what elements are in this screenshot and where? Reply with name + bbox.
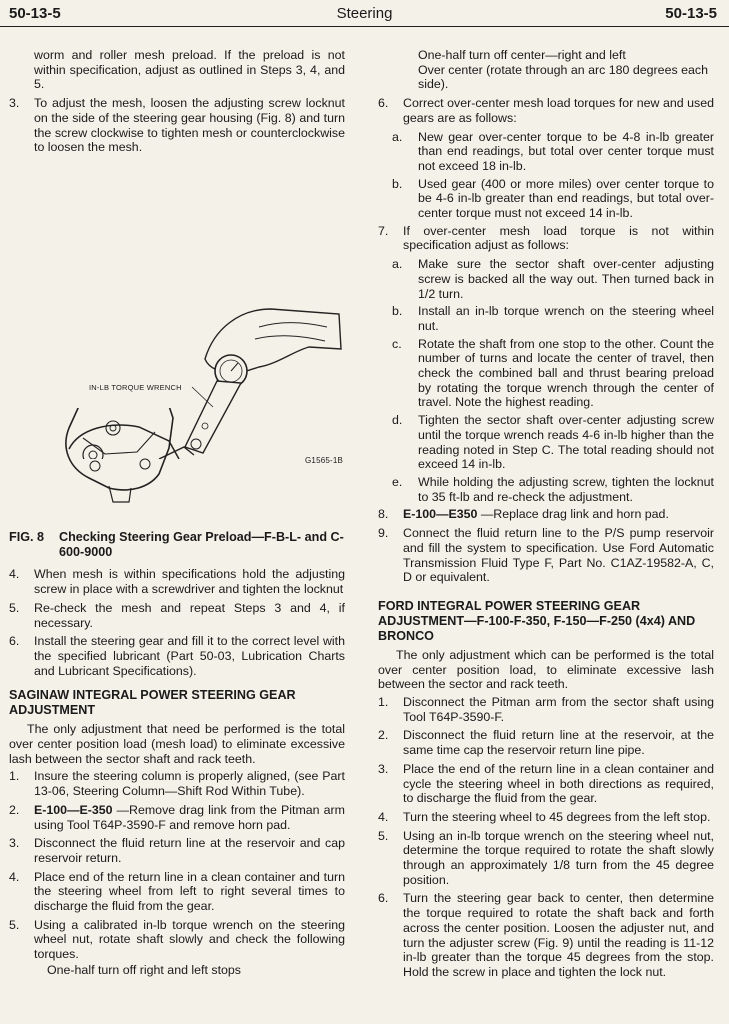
- item-text: To adjust the mesh, loosen the adjusting screw locknut on the side of the steering gear housing (Fig. 8) and turn the screw clockwise to tighten mesh or counterclockwise to loosen the mesh.: [34, 96, 345, 155]
- item-text: Place end of the return line in a clean container and turn the steering wheel from left to right several times to discharge the fluid from the gear.: [34, 869, 345, 914]
- ford-heading: FORD INTEGRAL POWER STEERING GEAR ADJUSTMENT—F-100-F-350, F-150—F-250 (4x4) AND BRONCO: [378, 598, 696, 643]
- list-item: [378, 526, 714, 585]
- item-number: 5.: [9, 600, 20, 615]
- item-text: Re-check the mesh and repeat Steps 3 and 4, if necessary.: [34, 600, 345, 630]
- list-item: [9, 870, 345, 914]
- sub-item-letter: b.: [392, 176, 403, 191]
- item-number: 6.: [378, 891, 389, 906]
- right-column: [378, 48, 714, 984]
- item-number: 6.: [9, 634, 20, 649]
- item-number: 5.: [9, 917, 20, 932]
- item-text: Disconnect the Pitman arm from the sector shaft using Tool T64P-3590-F.: [403, 695, 714, 724]
- item-number: 4.: [378, 809, 389, 824]
- item-text: Disconnect the fluid return line at the reservoir, at the same time cap the reservoir return line pipe.: [403, 728, 714, 758]
- model-range: E-100—E-350: [34, 802, 113, 817]
- item-number: 1.: [9, 769, 20, 784]
- sub-item-text: Tighten the sector shaft over-center adjusting screw until the torque wrench reads 4-6 in-lb higher than the reading noted in Step C. The total reading should not exceed 14 in-lb.: [418, 413, 714, 472]
- saginaw-heading: SAGINAW INTEGRAL POWER STEERING GEAR ADJUSTMENT: [9, 688, 296, 718]
- item-number: 3.: [9, 96, 20, 111]
- saginaw-intro: The only adjustment that need be performed is the total over center position load (mesh load) to eliminate excessive lash between the sector shaft and rack teeth.: [9, 722, 345, 766]
- item-text: [403, 507, 714, 522]
- sub-item-letter: b.: [392, 304, 403, 319]
- item-number: 5.: [378, 828, 389, 843]
- sub-item: [378, 130, 714, 174]
- sub-item-letter: a.: [392, 257, 403, 272]
- list-item: [378, 728, 714, 757]
- page-number-left: 50-13-5: [9, 5, 61, 22]
- list-item: [378, 96, 714, 125]
- item-number: 4.: [9, 869, 20, 884]
- list-item: [378, 695, 714, 724]
- left-column: [9, 48, 345, 459]
- list-item: [378, 891, 714, 979]
- item-number: 4.: [9, 567, 20, 582]
- item-text: Using an in-lb torque wrench on the steering wheel nut, determine the torque required to rotate the shaft slowly through an approximately 1/8 turn from the 45 degree position.: [403, 828, 714, 887]
- list-item: [378, 224, 714, 253]
- callout-label: IN-LB TORQUE WRENCH: [89, 382, 182, 392]
- page-number-right: 50-13-5: [665, 5, 717, 22]
- figure-caption: [9, 530, 345, 559]
- left-column-lower: [9, 408, 345, 978]
- item-text: Disconnect the fluid return line at the reservoir and cap reservoir return.: [34, 836, 345, 865]
- item-number: 9.: [378, 526, 389, 541]
- sub-item-letter: c.: [392, 336, 402, 351]
- sub-item-text: Used gear (400 or more miles) over center torque to be 4-6 in-lb greater than end readings, but total over-center torque must not exceed 14 in-lb.: [418, 176, 714, 221]
- item-number: 3.: [378, 761, 389, 776]
- item-text: Turn the steering gear back to center, then determine the torque required to rotate the shaft back and forth across the center position. Loosen the adjuster nut, and turn the adjuster screw (Fig. 9) until the reading is 11-12 in-lb greater than the torque 45 degrees from the stop. Hold the screw in place and tighten the lock nut.: [403, 891, 714, 979]
- ford-intro: The only adjustment which can be performed is the total over center position load, to eliminate excessive lash between the sector and rack teeth.: [378, 647, 714, 692]
- item-text: Using a calibrated in-lb torque wrench on the steering wheel nut, rotate shaft slowly and check the following torques.: [34, 917, 345, 962]
- torque-check-line: Over center (rotate through an arc 180 degrees each side).: [418, 62, 708, 92]
- item-text: Turn the steering wheel to 45 degrees from the left stop.: [403, 809, 711, 824]
- sub-item-text: Rotate the shaft from one stop to the other. Count the number of turns and locate the center of travel, then check the combined ball and thrust bearing preload by rotating the torque wrench through the center of travel. Note the highest reading.: [418, 336, 714, 410]
- sub-item: [378, 337, 714, 411]
- list-item: [9, 96, 345, 155]
- continued-text: worm and roller mesh preload. If the preload is not within specification, adjust as outlined in Steps 3, 4, and 5.: [34, 48, 345, 92]
- item-number: 8.: [378, 507, 389, 522]
- page-header: [0, 0, 729, 27]
- list-item: [9, 769, 345, 798]
- figure-caption-text: Checking Steering Gear Preload—F-B-L- and C-600-9000: [59, 530, 344, 559]
- torque-check-line: One-half turn off center—right and left: [418, 48, 626, 62]
- torque-check-line: One-half turn off right and left stops: [47, 962, 242, 977]
- item-number: 2.: [378, 728, 389, 743]
- list-item: [378, 762, 714, 806]
- sub-item-letter: d.: [392, 413, 403, 428]
- item-text: If over-center mesh load torque is not within specification adjust as follows:: [403, 223, 714, 253]
- list-item: [9, 918, 345, 962]
- item-text: Place the end of the return line in a clean container and cycle the steering wheel in both directions as required, to discharge the fluid from the gear.: [403, 761, 714, 806]
- list-item: [9, 634, 345, 678]
- item-number: 1.: [378, 695, 389, 710]
- item-text: Insure the steering column is properly aligned, (see Part 13-06, Steering Column—Shift Rod Within Tube).: [34, 769, 345, 799]
- list-item: [378, 829, 714, 888]
- sub-item-text: While holding the adjusting screw, tighten the locknut to 35 ft-lb and re-check the adjustment.: [418, 474, 714, 504]
- sub-item: [378, 177, 714, 221]
- item-text-rest: —Remove drag link from the Pitman arm using Tool T64P-3590-F and remove horn pad.: [34, 802, 345, 832]
- sub-item: [378, 304, 714, 333]
- item-number: 2.: [9, 802, 20, 817]
- sub-item-text: Install an in-lb torque wrench on the steering wheel nut.: [418, 304, 714, 333]
- sub-item-text: New gear over-center torque to be 4-8 in-lb greater than end readings, but total over center torque must not exceed 18 in-lb.: [418, 129, 714, 173]
- sub-item: [378, 257, 714, 301]
- steering-gear-housing-drawing: [9, 408, 345, 516]
- list-item: [9, 836, 345, 865]
- sub-item-letter: a.: [392, 129, 403, 144]
- sub-item: [378, 475, 714, 504]
- item-text-rest: —Replace drag link and horn pad.: [477, 507, 669, 522]
- item-text: [34, 803, 345, 832]
- item-number: 3.: [9, 836, 20, 851]
- item-text: Correct over-center mesh load torques for new and used gears are as follows:: [403, 96, 714, 125]
- list-item: [378, 507, 714, 522]
- list-item: [9, 601, 345, 630]
- sub-item: [378, 413, 714, 472]
- list-item: [378, 810, 714, 825]
- item-text: Connect the fluid return line to the P/S pump reservoir and fill the system to specification. Use Ford Automatic Transmission Fluid Type F, Part No. C1AZ-19582-A, C, D or equivalent.: [403, 526, 714, 585]
- list-item: [9, 803, 345, 832]
- item-text: Install the steering gear and fill it to the correct level with the specified lubricant (Part 50-03, Lubrication Charts and Lubricant Specifications).: [34, 634, 345, 678]
- figure-number: FIG. 8: [9, 530, 44, 544]
- item-text: When mesh is within specifications hold the adjusting screw in place with a screwdriver and tighten the locknut: [34, 567, 345, 597]
- item-number: 6.: [378, 96, 389, 111]
- section-title: Steering: [336, 5, 393, 22]
- figure-id: G1565-1B: [305, 456, 344, 465]
- model-range: E-100—E350: [403, 507, 478, 522]
- list-item: [9, 567, 345, 596]
- item-number: 7.: [378, 223, 389, 238]
- sub-item-letter: e.: [392, 474, 403, 489]
- sub-item-text: Make sure the sector shaft over-center adjusting screw is backed all the way out. Then turned back in 1/2 turn.: [418, 257, 714, 301]
